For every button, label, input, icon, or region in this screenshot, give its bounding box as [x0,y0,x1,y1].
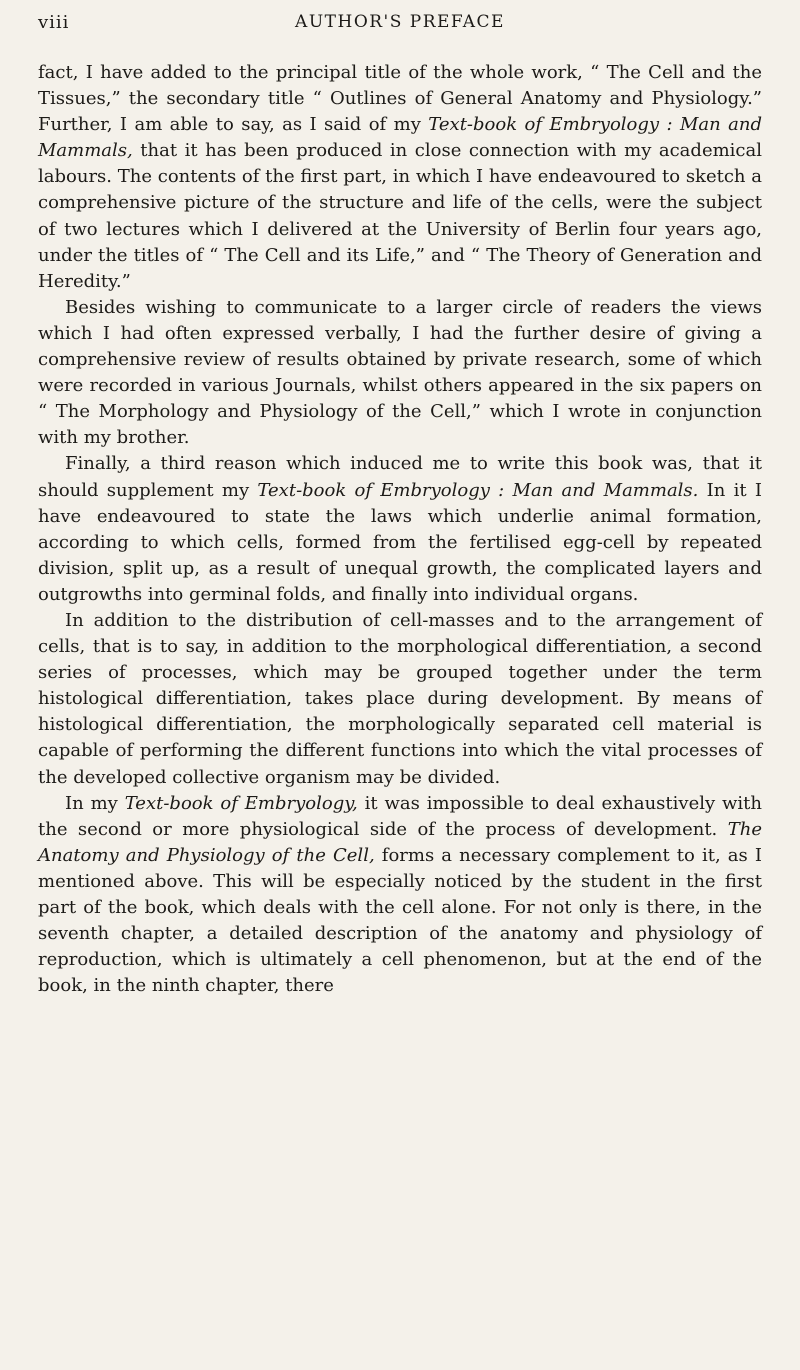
book-title-italic: Text-book of Embryology : Man and Mammals. [257,479,699,501]
paragraph [38,608,762,791]
page-number: viii [38,12,70,33]
paragraph [38,295,762,452]
book-title-italic: The Anatomy and Physiology of the Cell, [38,818,762,866]
paragraph-text: In it I have endeavoured to state the laws which underlie animal formation, according to which cells, formed from the fertilised egg-cell by repeated division, split up, as a result of unequal growth, the complicated layers and outgrowths into germinal folds, and finally into individual organs. [38,479,763,605]
paragraph-text: fact, I have added to the principal title of the whole work, “ The Cell and the Tissues,” the secondary title “ Outlines of General Anatomy and Physiology.” Further, I am able to say, as I said of my [38,62,762,136]
paragraph-text: that it has been produced in close connection with my academical labours. The contents of the first part, in which I have endeavoured to sketch a comprehensive picture of the structure and life of the cells, were the subject of two lectures which I delivered at the University of Berlin four years ago, under the titles of “ The Cell and its Life,” and “ The Theory of Generation and Heredity.” [38,140,762,292]
running-head [38,12,762,40]
book-title-italic: Text-book of Embryology : Man and Mammals, [38,114,762,162]
paragraph-text: it was impossible to deal exhaustively with the second or more physiological side of the process of development. [38,792,763,840]
paragraph-text: Besides wishing to communicate to a larger circle of readers the views which I had often expressed verbally, I had the further desire of giving a comprehensive review of results obtained by private research, some of which were recorded in various Journals, whilst others appeared in the six papers on “ The Morphology and Physiology of the Cell,” which I wrote in conjunction with my brother. [38,296,762,449]
paragraph-text: Finally, a third reason which induced me to write this book was, that it should supplement my [38,453,762,501]
paragraph-text: In addition to the distribution of cell-masses and to the arrangement of cells, that is to say, in addition to the morphological differentiation, a second series of processes, which may be grouped together under the term histological differentiation, takes place during development. By means of histological differentiation, the morphologically separated cell material is capable of performing the different functions into which the vital processes of the developed collective organism may be divided. [38,609,762,788]
paragraph-text: forms a necessary complement to it, as I mentioned above. This will be especially noticed by the student in the first part of the book, which deals with the cell alone. For not only is there, in the seventh chapter, a detailed description of the anatomy and physiology of reproduction, which is ultimately a cell phenomenon, but at the end of the book, in the ninth chapter, there [38,844,762,997]
running-title: AUTHOR'S PREFACE [295,12,505,32]
body-text [38,60,762,999]
paragraph [38,451,762,608]
paragraph [38,791,762,1000]
book-title-italic: Text-book of Embryology, [124,792,358,814]
paragraph-text: In my [65,792,125,814]
paragraph [38,60,762,295]
